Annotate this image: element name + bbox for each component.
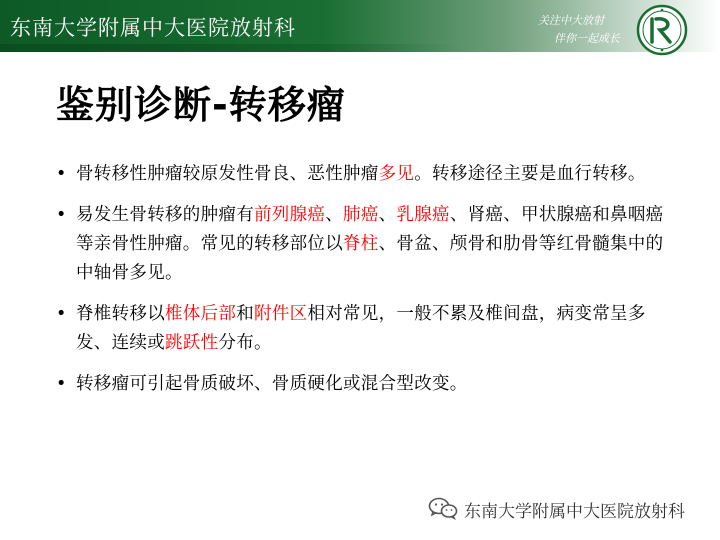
highlight-text: 乳腺癌 <box>396 205 450 225</box>
highlight-text: 脊柱 <box>343 234 379 254</box>
bullet-text: 相对常见，一般不累及椎间盘，病变常呈多发、连续或 <box>76 304 646 353</box>
bullet-text: 和 <box>236 304 255 324</box>
bullet-text: 分布。 <box>218 333 272 353</box>
highlight-text: 肺癌 <box>343 205 379 225</box>
hospital-logo-icon <box>636 4 688 56</box>
bullet-dot: • <box>56 205 67 225</box>
bullet-item <box>56 201 676 288</box>
footer-text: 东南大学附属中大医院放射科 <box>464 502 685 522</box>
highlight-text: 前列腺癌 <box>254 205 326 225</box>
bullet-list <box>56 160 676 411</box>
slide-title: 鉴别诊断-转移瘤 <box>56 83 346 127</box>
header-bar <box>0 0 720 52</box>
bullet-text: 。转移途径主要是血行转移。 <box>414 164 646 184</box>
slogan-line-1: 关注中大放射 <box>538 14 604 27</box>
bullet-dot: • <box>56 374 67 394</box>
bullet-dot: • <box>56 304 67 324</box>
bullet-item <box>56 160 676 189</box>
highlight-text: 附件区 <box>254 304 308 324</box>
org-title: 东南大学附属中大医院放射科 <box>10 16 296 40</box>
bullet-item <box>56 370 676 399</box>
wechat-icon <box>428 496 458 520</box>
bullet-text: 、 <box>325 205 344 225</box>
bullet-text: 转移瘤可引起骨质破坏、骨质硬化或混合型改变。 <box>76 374 468 394</box>
highlight-text: 跳跃性 <box>165 333 219 353</box>
bullet-text: 脊椎转移以 <box>76 304 165 324</box>
slogan-line-2: 伴你一起成长 <box>554 32 620 45</box>
bullet-text: 骨转移性肿瘤较原发性骨良、恶性肿瘤 <box>76 164 379 184</box>
header-strip <box>0 44 460 52</box>
highlight-text: 多见 <box>378 164 415 184</box>
bullet-text: 易发生骨转移的肿瘤有 <box>76 205 254 225</box>
highlight-text: 椎体后部 <box>165 304 237 324</box>
bullet-dot: • <box>56 164 67 184</box>
bullet-text: 、骨盆、颅骨和肋骨等红骨髓集中的中轴骨多见。 <box>76 234 664 283</box>
bullet-text: 、肾癌、甲状腺癌和鼻咽癌等亲骨性肿瘤。常见的转移部位以 <box>76 205 664 254</box>
bullet-item <box>56 300 676 358</box>
bullet-text: 、 <box>378 205 397 225</box>
